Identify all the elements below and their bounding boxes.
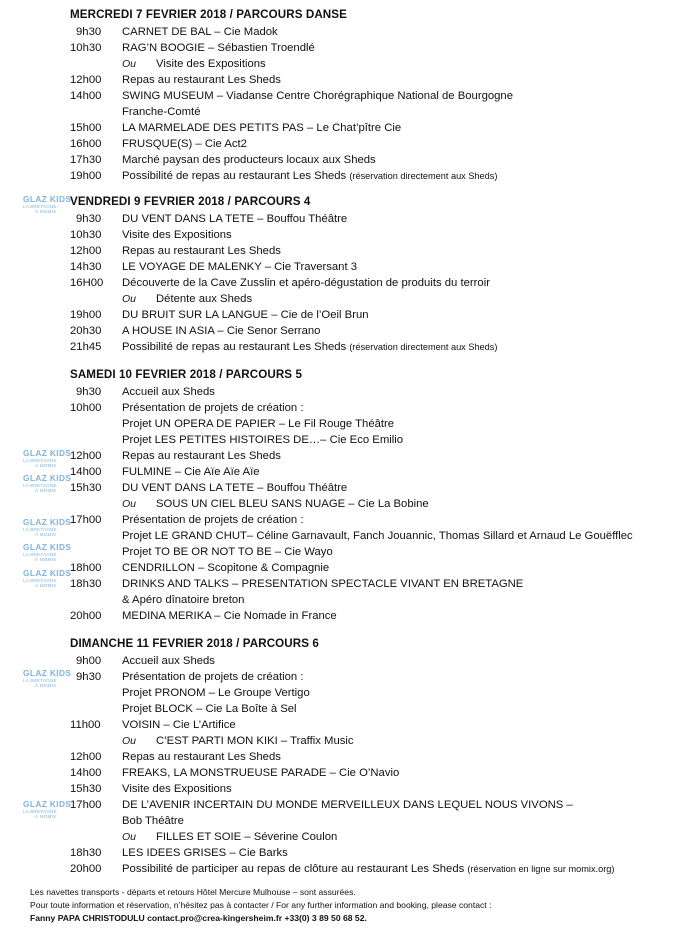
alternative-label: Ou [122,831,137,843]
event-time: 12h00 [70,245,102,257]
event-time: 10h00 [70,402,102,414]
schedule-row [0,685,691,701]
schedule-row [0,227,691,243]
glaz-kids-logo [20,799,72,820]
event-text: SWING MUSEUM – Viadanse Centre Chorégraphique National de Bourgogne [122,90,514,102]
event-text: FRUSQUE(S) – Cie Act2 [122,138,247,150]
event-time: 9h30 [76,26,102,38]
event-time: 21h45 [70,341,102,353]
event-text: Projet LE GRAND CHUT– Céline Garnavault, Fanch Jouannic, Thomas Sillard et Arnaud Le Gouëfflec [122,530,633,542]
logo-title: GLAZ KIDS [23,668,72,678]
logo-subtitle: À MOMIX [35,683,57,688]
event-text: A HOUSE IN ASIA – Cie Senor Serrano [122,325,321,337]
schedule-rows [0,653,691,877]
event-text: Présentation de projets de création : [122,402,304,414]
schedule-row [0,496,691,512]
footer-contact-details: Fanny PAPA CHRISTODULU contact.pro@crea-kingersheim.fr +33(0) 3 89 50 68 52. [30,913,367,924]
event-text: Possibilité de participer au repas de clôture au restaurant Les Sheds [122,863,465,875]
logo-subtitle: À MOMIX [35,209,57,214]
event-text: LE VOYAGE DE MALENKY – Cie Traversant 3 [122,261,358,273]
event-text: LES IDEES GRISES – Cie Barks [122,847,288,859]
event-time: 15h30 [70,783,102,795]
event-text: FREAKS, LA MONSTRUEUSE PARADE – Cie O’Navio [122,767,400,779]
event-text-wrap [122,749,281,765]
event-text-wrap [122,765,399,781]
schedule-row [0,416,691,432]
event-text: Présentation de projets de création : [122,514,304,526]
footer-shuttle-note: Les navettes transports - départs et retours Hôtel Mercure Mulhouse – sont assurées. [30,887,356,897]
schedule-row [0,56,691,72]
schedule-row [0,339,691,355]
schedule-row [0,152,691,168]
schedule-row [0,400,691,416]
event-text-wrap [122,813,184,829]
schedule-row [0,448,691,464]
event-time: 14h00 [70,90,102,102]
event-text: CARNET DE BAL – Cie Madok [122,26,278,38]
event-text: Visite des Expositions [156,58,266,70]
logo-subtitle: LA BRETAGNE [23,552,57,557]
event-text-wrap [122,259,357,275]
event-text: VOISIN – Cie L’Artifice [122,719,236,731]
event-time: 20h00 [70,610,102,622]
event-time: 17h00 [70,799,102,811]
event-text: Franche-Comté [122,106,201,118]
event-time: 15h30 [70,482,102,494]
logo-subtitle: LA BRETAGNE [23,527,57,532]
logo-subtitle: À MOMIX [35,488,57,493]
alternative-label: Ou [122,58,137,70]
footer-contact-note: Pour toute information et réservation, n’hésitez pas à contacter / For any further information and booking, please contact : [30,900,492,911]
schedule-row [0,384,691,400]
logo-subtitle: LA BRETAGNE [23,458,57,463]
event-time: 15h00 [70,122,102,134]
schedule-row [0,829,691,845]
event-time: 18h30 [70,578,102,590]
logo-subtitle: LA BRETAGNE [23,578,57,583]
alternative-label: Ou [122,293,137,305]
schedule-row [0,259,691,275]
event-time: 20h30 [70,325,102,337]
glaz-kids-logo [20,473,72,494]
event-text-wrap [122,861,614,877]
logo-subtitle: LA BRETAGNE [23,678,57,683]
schedule-row [0,653,691,669]
schedule-row [0,813,691,829]
logo-subtitle: LA BRETAGNE [23,204,57,209]
event-time: 20h00 [70,863,102,875]
event-text-wrap [122,400,304,416]
logo-title: GLAZ KIDS [23,568,72,578]
event-text-wrap [122,339,497,355]
schedule-row [0,544,691,560]
logo-title: GLAZ KIDS [23,799,72,809]
event-text: Possibilité de repas au restaurant Les Sheds [122,341,347,353]
schedule-row [0,136,691,152]
logo-subtitle: LA BRETAGNE [23,809,57,814]
event-text: Repas au restaurant Les Sheds [122,751,281,763]
event-text: DRINKS AND TALKS – PRESENTATION SPECTACLE VIVANT EN BRETAGNE [122,578,524,590]
event-time: 12h00 [70,751,102,763]
footer-info [30,886,491,926]
logo-title: GLAZ KIDS [23,448,72,458]
event-text-wrap [122,669,304,685]
schedule-row [0,592,691,608]
event-text: RAG’N BOOGIE – Sébastien Troendlé [122,42,315,54]
schedule-row [0,275,691,291]
day-title: VENDREDI 9 FEVRIER 2018 / PARCOURS 4 [70,195,311,208]
logo-title: GLAZ KIDS [23,473,72,483]
event-text: DU VENT DANS LA TETE – Bouffou Théâtre [122,213,348,225]
event-text-wrap [122,464,260,480]
schedule-row [0,560,691,576]
event-text: MEDINA MERIKA – Cie Nomade in France [122,610,337,622]
event-text-wrap [122,432,403,448]
event-text-wrap [122,136,247,152]
event-text-wrap [122,227,232,243]
event-time: 17h30 [70,154,102,166]
schedule-row [0,797,691,813]
event-text-wrap [122,608,337,624]
glaz-kids-logo [20,542,72,563]
event-time: 9h00 [76,655,102,667]
event-time: 10h30 [70,229,102,241]
event-time: 9h30 [76,671,102,683]
event-time: 11h00 [70,719,101,731]
event-text-wrap [122,781,232,797]
event-text-wrap [122,416,394,432]
schedule-row [0,307,691,323]
event-text: DU VENT DANS LA TETE – Bouffou Théâtre [122,482,348,494]
event-text-wrap [122,701,297,717]
event-text: Détente aux Sheds [156,293,253,305]
event-text: Bob Théâtre [122,815,184,827]
schedule-rows [0,24,691,184]
logo-subtitle: À MOMIX [35,463,57,468]
logo-subtitle: À MOMIX [35,557,57,562]
logo-title: GLAZ KIDS [23,542,72,552]
event-text: Projet PRONOM – Le Groupe Vertigo [122,687,310,699]
schedule-row [0,701,691,717]
schedule-row [0,608,691,624]
event-text: Projet TO BE OR NOT TO BE – Cie Wayo [122,546,333,558]
event-text: Projet LES PETITES HISTOIRES DE…– Cie Eco Emilio [122,434,404,446]
event-text-wrap [122,211,347,227]
glaz-kids-logo [20,668,72,689]
event-text: Découverte de la Cave Zusslin et apéro-dégustation de produits du terroir [122,277,490,289]
event-text-wrap [122,845,288,861]
schedule-row [0,464,691,480]
logo-subtitle: À MOMIX [35,532,57,537]
schedule-rows [0,384,691,624]
event-text: DE L’AVENIR INCERTAIN DU MONDE MERVEILLEUX DANS LEQUEL NOUS VIVONS – [122,799,573,811]
schedule-row [0,528,691,544]
schedule-row [0,861,691,877]
event-time: 9h30 [76,386,102,398]
glaz-kids-logo [20,448,72,469]
schedule-row [0,243,691,259]
event-text-wrap [122,168,497,184]
event-text-wrap [122,448,281,464]
schedule-row [0,480,691,496]
event-text-wrap [122,797,573,813]
schedule-row [0,24,691,40]
event-text-wrap [122,120,401,136]
schedule-row [0,749,691,765]
schedule-row [0,211,691,227]
event-text: CENDRILLON – Scopitone & Compagnie [122,562,330,574]
event-text-wrap [122,307,369,323]
reservation-note: (réservation directement aux Sheds) [349,171,498,181]
event-time: 16H00 [70,277,104,289]
event-text-wrap [122,512,304,528]
schedule-row [0,432,691,448]
event-time: 14h30 [70,261,102,273]
schedule-rows [0,211,691,355]
logo-subtitle: LA BRETAGNE [23,483,57,488]
event-text-wrap [122,243,281,259]
event-text: FILLES ET SOIE – Séverine Coulon [156,831,338,843]
logo-subtitle: À MOMIX [35,814,57,819]
event-time: 12h00 [70,450,102,462]
event-text-wrap [122,653,215,669]
event-text: Projet BLOCK – Cie La Boîte à Sel [122,703,297,715]
event-text: LA MARMELADE DES PETITS PAS – Le Chat’pître Cie [122,122,402,134]
event-time: 18h00 [70,562,102,574]
day-title: MERCREDI 7 FEVRIER 2018 / PARCOURS DANSE [70,8,347,21]
event-time: 19h00 [70,309,102,321]
event-text-wrap [122,275,490,291]
glaz-kids-logo [20,517,72,538]
event-text-wrap [122,528,633,544]
schedule-row [0,669,691,685]
reservation-note: (réservation directement aux Sheds) [349,342,498,352]
glaz-kids-logo [20,568,72,589]
event-text: Visite des Expositions [122,783,232,795]
event-text-wrap [122,685,310,701]
event-time: 19h00 [70,170,102,182]
schedule-row [0,40,691,56]
logo-subtitle: À MOMIX [35,583,57,588]
event-text-wrap [122,72,281,88]
event-text: DU BRUIT SUR LA LANGUE – Cie de l’Oeil Brun [122,309,369,321]
event-text-wrap [122,480,347,496]
schedule-row [0,512,691,528]
schedule-row [0,845,691,861]
event-text: Visite des Expositions [122,229,232,241]
event-text-wrap [122,24,278,40]
event-text: Repas au restaurant Les Sheds [122,245,281,257]
schedule-row [0,120,691,136]
event-text: Accueil aux Sheds [122,655,215,667]
schedule-row [0,72,691,88]
event-text: Accueil aux Sheds [122,386,215,398]
event-text-wrap [122,152,376,168]
glaz-kids-logo [20,194,72,215]
event-text: Marché paysan des producteurs locaux aux Sheds [122,154,376,166]
schedule-row [0,104,691,120]
event-time: 10h30 [70,42,102,54]
event-text-wrap [122,717,236,733]
event-time: 12h00 [70,74,102,86]
event-text: Repas au restaurant Les Sheds [122,74,281,86]
schedule-row [0,733,691,749]
schedule-row [0,168,691,184]
event-text: FULMINE – Cie Aïe Aïe Aïe [122,466,260,478]
reservation-note: (réservation en ligne sur momix.org) [467,864,615,874]
event-text: Projet UN OPERA DE PAPIER – Le Fil Rouge Théâtre [122,418,395,430]
event-text-wrap [122,576,523,592]
schedule-row [0,717,691,733]
event-text-wrap [122,88,513,104]
event-text-wrap [122,104,200,120]
event-text-wrap [122,323,320,339]
event-text-wrap [122,384,215,400]
event-time: 14h00 [70,767,102,779]
logo-title: GLAZ KIDS [23,517,72,527]
event-text: & Apéro dînatoire breton [122,594,245,606]
schedule-row [0,323,691,339]
event-text: SOUS UN CIEL BLEU SANS NUAGE – Cie La Bobine [156,498,429,510]
event-text-wrap [122,40,315,56]
event-text: Possibilité de repas au restaurant Les Sheds [122,170,347,182]
schedule-row [0,576,691,592]
event-text: Repas au restaurant Les Sheds [122,450,281,462]
event-text: C’EST PARTI MON KIKI – Traffix Music [156,735,354,747]
event-time: 18h30 [70,847,102,859]
day-title: SAMEDI 10 FEVRIER 2018 / PARCOURS 5 [70,368,303,381]
event-text-wrap [122,592,244,608]
alternative-label: Ou [122,735,137,747]
schedule-row [0,765,691,781]
schedule-row [0,88,691,104]
event-time: 16h00 [70,138,102,150]
schedule-row [0,781,691,797]
event-time: 14h00 [70,466,102,478]
alternative-label: Ou [122,498,137,510]
event-text-wrap [122,544,333,560]
logo-title: GLAZ KIDS [23,194,72,204]
day-title: DIMANCHE 11 FEVRIER 2018 / PARCOURS 6 [70,637,319,650]
event-time: 17h00 [70,514,102,526]
event-text: Présentation de projets de création : [122,671,304,683]
schedule-row [0,291,691,307]
event-text-wrap [122,560,329,576]
event-time: 9h30 [76,213,102,225]
